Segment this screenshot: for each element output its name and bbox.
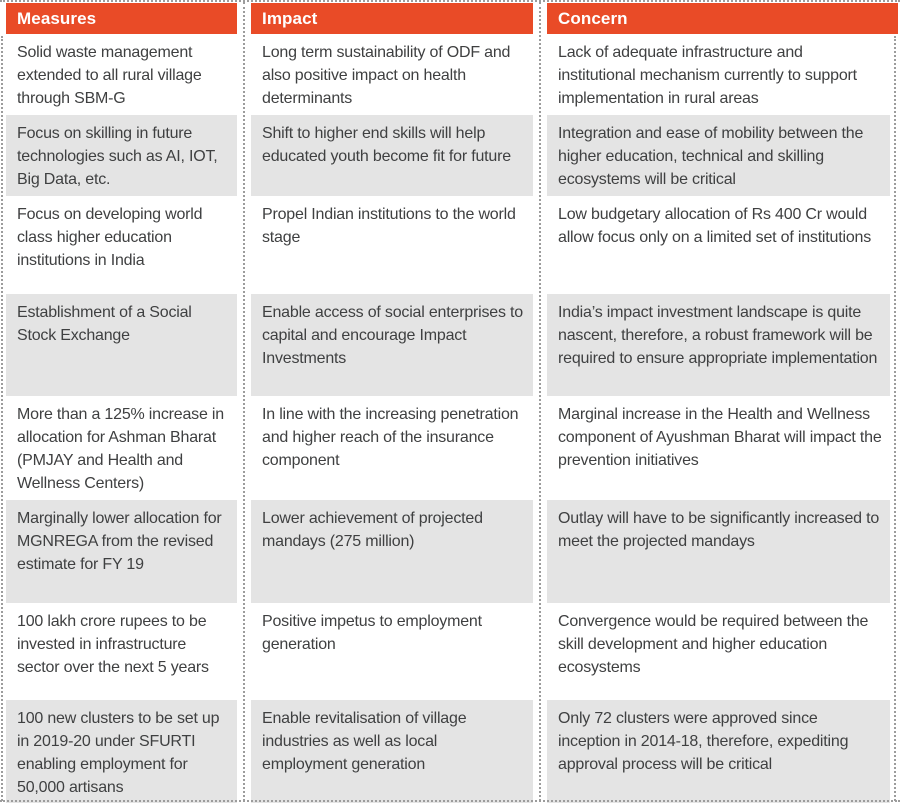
cell-measures: Focus on skilling in future technologies such as AI, IOT, Big Data, etc. — [6, 115, 237, 196]
cell-concern: Marginal increase in the Health and Wellness component of Ayushman Bharat will impact the prevention initiatives — [547, 396, 890, 500]
cell-measures: 100 lakh crore rupees to be invested in infrastructure sector over the next 5 years — [6, 603, 237, 700]
cell-impact: Lower achievement of projected mandays (275 million) — [251, 500, 533, 603]
cell-measures: More than a 125% increase in allocation for Ashman Bharat (PMJAY and Health and Wellness Centers) — [6, 396, 237, 500]
cell-concern: Only 72 clusters were approved since inception in 2014-18, therefore, expediting approval process will be critical — [547, 700, 890, 803]
table-row — [0, 294, 900, 396]
cell-measures: 100 new clusters to be set up in 2019-20 under SFURTI enabling employment for 50,000 artisans — [6, 700, 237, 803]
table-row — [0, 34, 900, 115]
cell-impact: Shift to higher end skills will help educated youth become fit for future — [251, 115, 533, 196]
table-row — [0, 196, 900, 294]
table-border-top — [0, 0, 900, 2]
column-header-impact: Impact — [251, 3, 533, 34]
cell-measures: Focus on developing world class higher education institutions in India — [6, 196, 237, 294]
cell-concern: Convergence would be required between the skill development and higher education ecosystems — [547, 603, 890, 700]
cell-impact: Enable revitalisation of village industries as well as local employment generation — [251, 700, 533, 803]
table-row — [0, 700, 900, 803]
table-row — [0, 500, 900, 603]
cell-impact: Enable access of social enterprises to capital and encourage Impact Investments — [251, 294, 533, 396]
table-row — [0, 396, 900, 500]
table-header-row — [0, 3, 900, 34]
cell-impact: Propel Indian institutions to the world stage — [251, 196, 533, 294]
cell-measures: Marginally lower allocation for MGNREGA from the revised estimate for FY 19 — [6, 500, 237, 603]
column-divider-dotted — [539, 2, 541, 801]
table-row — [0, 603, 900, 700]
table-row — [0, 115, 900, 196]
cell-measures: Establishment of a Social Stock Exchange — [6, 294, 237, 396]
cell-concern: Outlay will have to be significantly increased to meet the projected mandays — [547, 500, 890, 603]
cell-concern: Lack of adequate infrastructure and institutional mechanism currently to support implementation in rural areas — [547, 34, 890, 115]
column-divider-dotted — [243, 2, 245, 801]
cell-concern: Integration and ease of mobility between the higher education, technical and skilling ecosystems will be critical — [547, 115, 890, 196]
cell-impact: Long term sustainability of ODF and also positive impact on health determinants — [251, 34, 533, 115]
table-body — [0, 34, 900, 803]
cell-measures: Solid waste management extended to all rural village through SBM-G — [6, 34, 237, 115]
cell-concern: India’s impact investment landscape is quite nascent, therefore, a robust framework will be required to ensure appropriate implementation — [547, 294, 890, 396]
column-header-measures: Measures — [6, 3, 237, 34]
cell-concern: Low budgetary allocation of Rs 400 Cr would allow focus only on a limited set of institutions — [547, 196, 890, 294]
cell-impact: In line with the increasing penetration and higher reach of the insurance component — [251, 396, 533, 500]
column-header-concern: Concern — [547, 3, 898, 34]
cell-impact: Positive impetus to employment generation — [251, 603, 533, 700]
